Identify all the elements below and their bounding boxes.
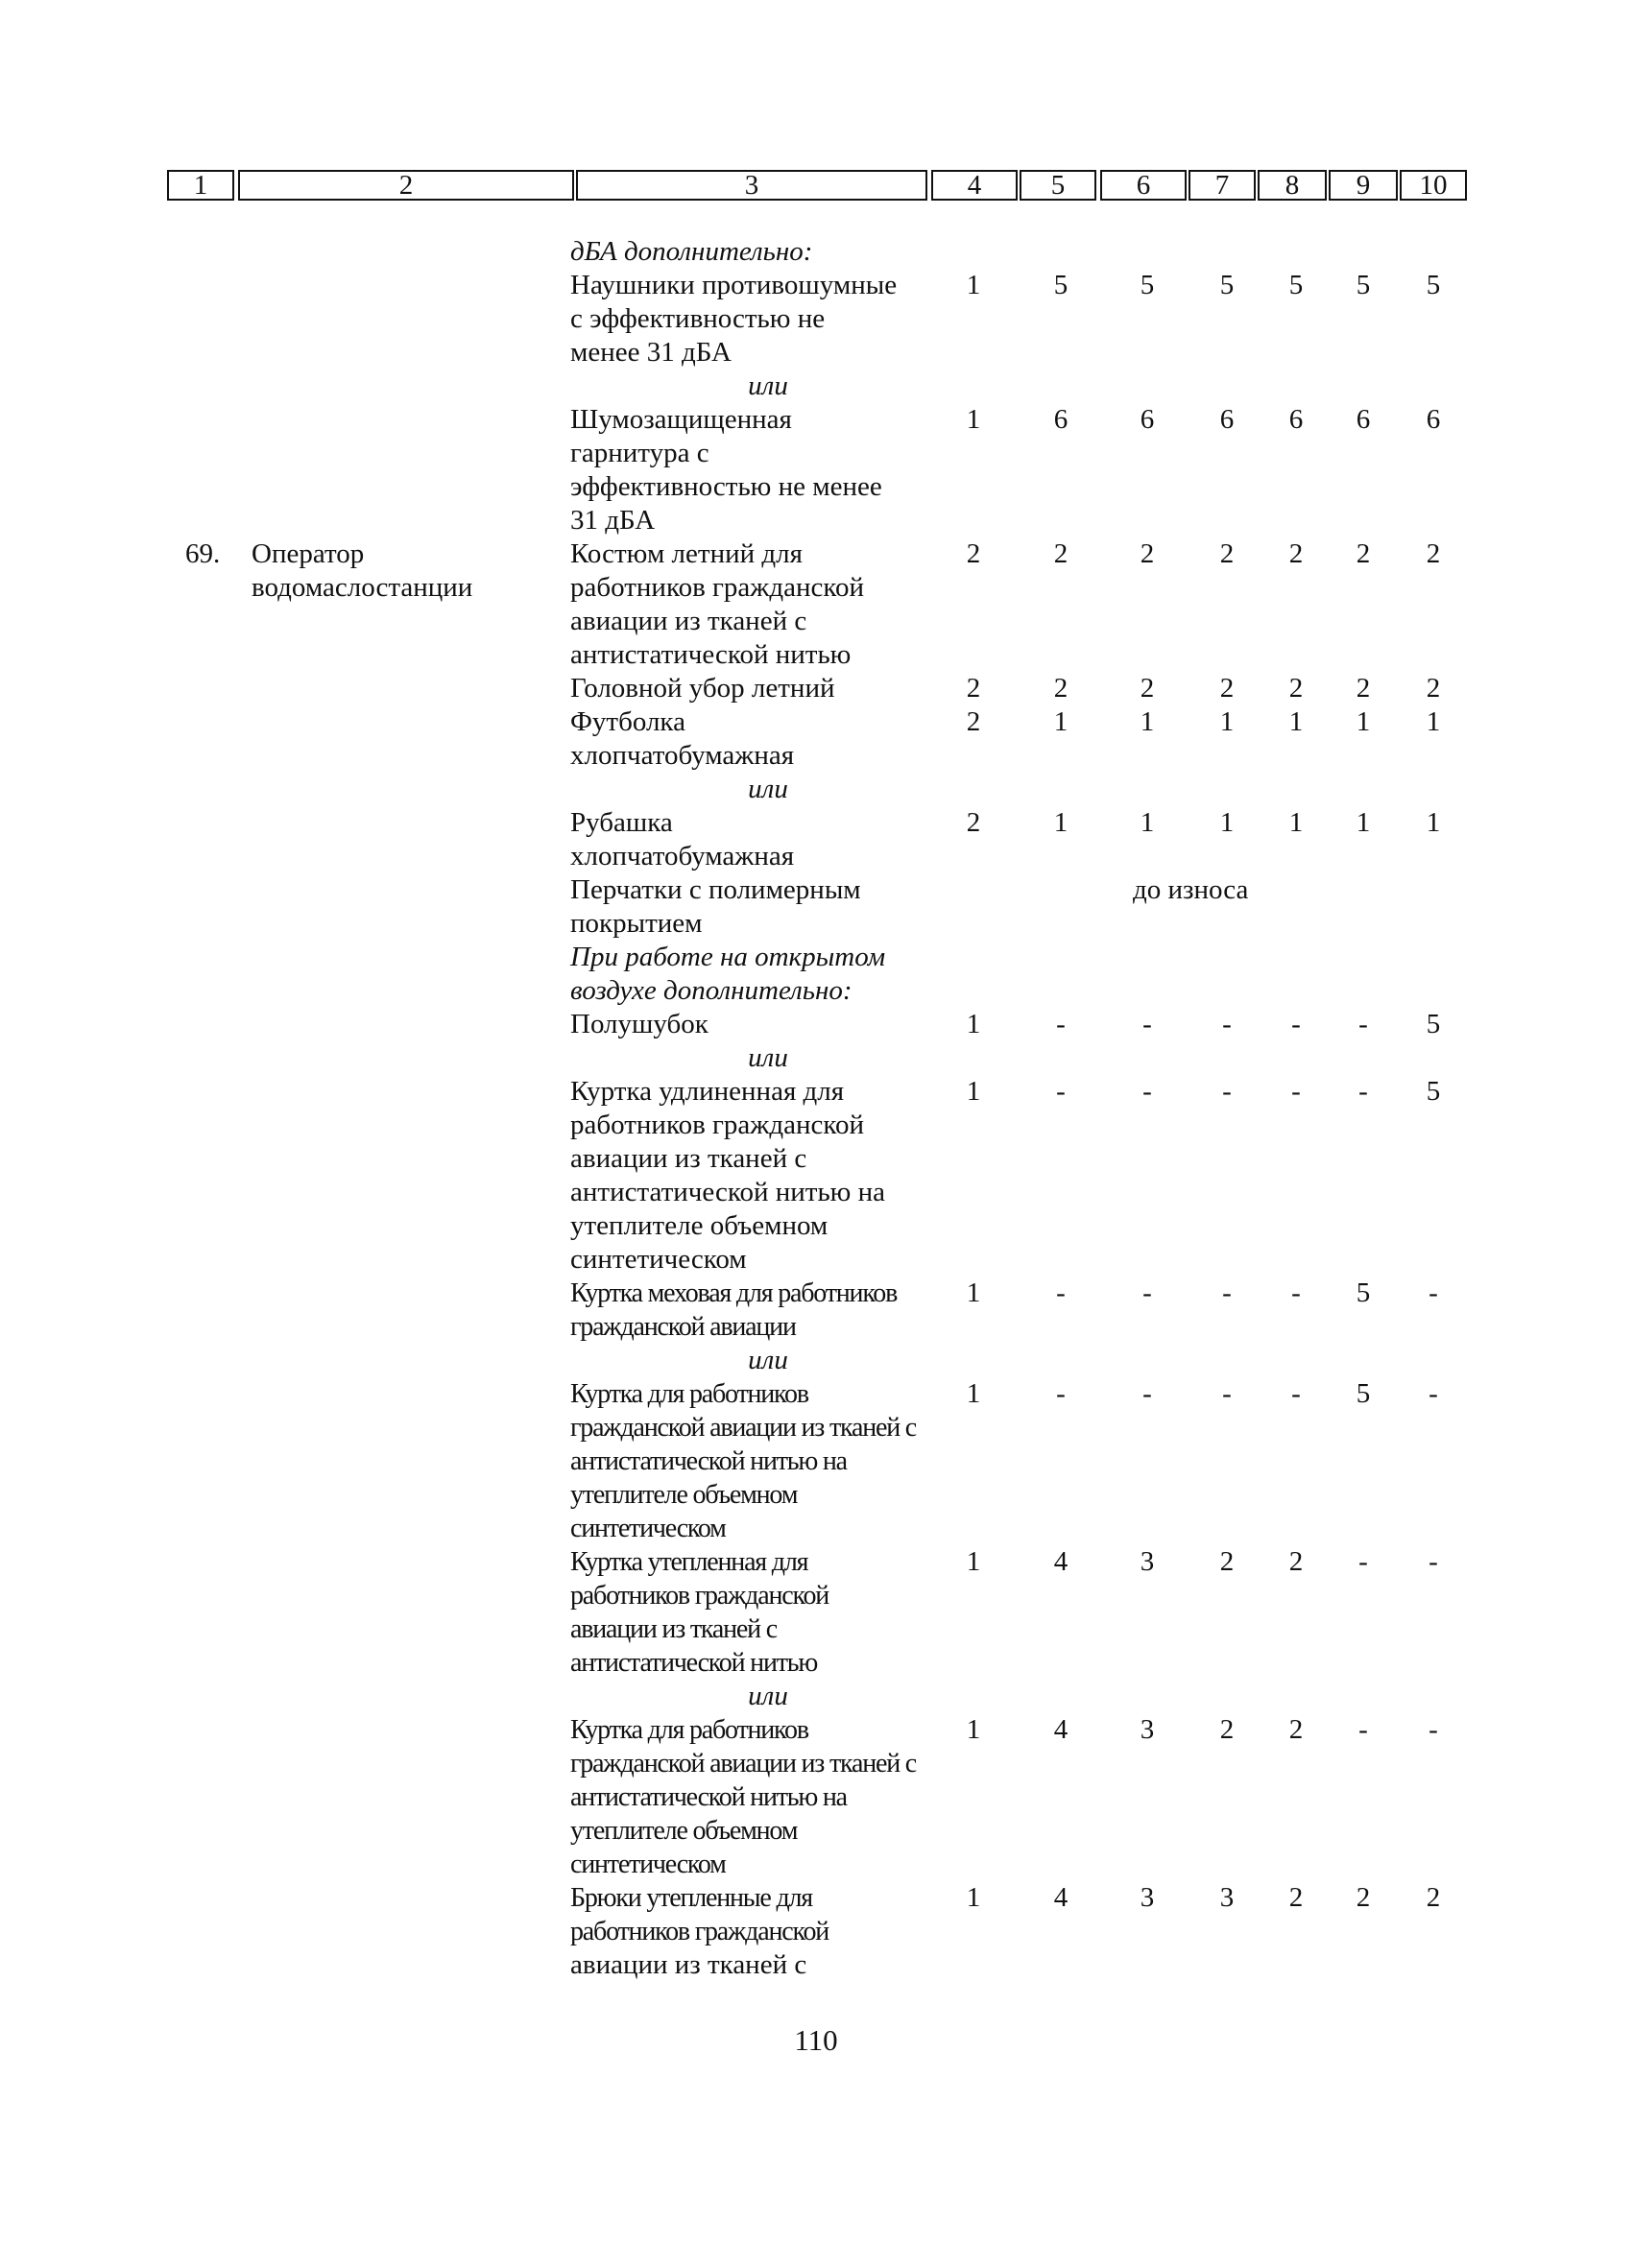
header-col-10: 10 [1400, 170, 1467, 201]
value-cell-col-9: 5 [1356, 270, 1371, 300]
value-cell-col-6: 3 [1140, 1714, 1155, 1745]
header-col-2: 2 [238, 170, 574, 201]
value-cell-col-8: 1 [1288, 807, 1304, 838]
value-cell-col-4: 1 [966, 1882, 981, 1913]
item-text: утеплителе объемном [570, 1480, 798, 1510]
value-cell-col-10: 2 [1426, 538, 1441, 569]
value-cell-col-5: - [1056, 1378, 1066, 1409]
value-cell-col-5: 4 [1053, 1714, 1069, 1745]
value-cell-col-7: - [1222, 1076, 1232, 1107]
value-cell-col-7: 5 [1219, 270, 1235, 300]
value-cell-col-7: - [1222, 1378, 1232, 1409]
value-cell-col-7: 6 [1219, 404, 1235, 435]
header-col-8: 8 [1258, 170, 1327, 201]
value-cell-col-4: 2 [966, 706, 981, 737]
value-cell-col-4: 1 [966, 1714, 981, 1745]
value-cell-col-10: - [1429, 1378, 1438, 1409]
value-cell-col-6: - [1142, 1378, 1152, 1409]
or-separator: или [748, 1042, 788, 1073]
value-cell-col-7: - [1222, 1277, 1232, 1308]
value-cell-col-6: 2 [1140, 538, 1155, 569]
item-text: гражданской авиации из тканей с [570, 1749, 917, 1779]
value-cell-col-9: - [1358, 1714, 1368, 1745]
value-cell-col-5: 5 [1053, 270, 1069, 300]
value-cell-col-6: - [1142, 1277, 1152, 1308]
value-cell-col-9: - [1358, 1076, 1368, 1107]
value-cell-col-6: - [1142, 1076, 1152, 1107]
value-cell-col-8: 2 [1288, 538, 1304, 569]
item-text: утеплителе объемном [570, 1816, 798, 1846]
or-separator: или [748, 774, 788, 804]
value-cell-col-4: 1 [966, 1009, 981, 1039]
item-text: Костюм летний для [570, 538, 803, 569]
header-col-6: 6 [1100, 170, 1187, 201]
value-cell-col-6: 6 [1140, 404, 1155, 435]
value-cell-col-8: - [1291, 1378, 1301, 1409]
item-text: антистатической нитью [570, 1648, 818, 1678]
value-cell-col-10: 5 [1426, 1009, 1441, 1039]
item-text: Куртка меховая для работников [570, 1278, 898, 1308]
value-cell-col-4: 2 [966, 673, 981, 704]
item-text: Куртка для работников [570, 1715, 808, 1745]
value-cell-col-10: 2 [1426, 673, 1441, 704]
item-text: покрытием [570, 908, 703, 939]
item-text: авиации из тканей с [570, 606, 807, 636]
item-text: эффективностью не менее [570, 471, 882, 502]
or-separator: или [748, 1681, 788, 1711]
item-text: Футболка [570, 706, 685, 737]
value-cell-col-8: 2 [1288, 673, 1304, 704]
item-text: дБА дополнительно: [570, 236, 813, 267]
value-cell-col-7: 2 [1219, 673, 1235, 704]
value-cell-col-6: 1 [1140, 706, 1155, 737]
value-cell-col-10: 6 [1426, 404, 1441, 435]
value-cell-col-9: - [1358, 1009, 1368, 1039]
item-text: антистатической нитью на [570, 1782, 847, 1812]
value-cell-col-8: - [1291, 1009, 1301, 1039]
item-text: гражданской авиации [570, 1312, 796, 1342]
item-text: хлопчатобумажная [570, 841, 795, 871]
value-cell-col-5: 2 [1053, 538, 1069, 569]
value-cell-col-9: 2 [1356, 538, 1371, 569]
value-cell-col-10: - [1429, 1546, 1438, 1577]
header-col-9: 9 [1329, 170, 1398, 201]
value-cell-col-9: 5 [1356, 1378, 1371, 1409]
value-cell-col-9: - [1358, 1546, 1368, 1577]
value-cell-col-5: 1 [1053, 706, 1069, 737]
value-cell-col-4: 1 [966, 1378, 981, 1409]
value-cell-col-4: 2 [966, 807, 981, 838]
profession-name: водомаслостанции [252, 572, 473, 603]
item-text: менее 31 дБА [570, 337, 732, 368]
value-cell-col-7: 2 [1219, 538, 1235, 569]
value-cell-col-4: 1 [966, 1076, 981, 1107]
or-separator: или [748, 370, 788, 401]
value-cell-col-4: 1 [966, 270, 981, 300]
value-cell-col-9: 1 [1356, 807, 1371, 838]
value-cell-col-6: 3 [1140, 1882, 1155, 1913]
item-text: работников гражданской [570, 572, 864, 603]
item-text: Брюки утепленные для [570, 1883, 812, 1913]
item-text: гражданской авиации из тканей с [570, 1413, 917, 1443]
item-text: Головной убор летний [570, 673, 835, 704]
header-col-1: 1 [167, 170, 234, 201]
item-text: 31 дБА [570, 505, 656, 536]
item-text: Полушубок [570, 1009, 708, 1039]
item-text: работников гражданской [570, 1917, 829, 1946]
item-text: воздухе дополнительно: [570, 975, 853, 1006]
value-cell-col-4: 1 [966, 404, 981, 435]
item-text: гарнитура с [570, 438, 709, 468]
header-col-7: 7 [1189, 170, 1256, 201]
value-cell-col-5: 4 [1053, 1546, 1069, 1577]
profession-name: Оператор [252, 538, 365, 569]
value-cell-col-6: - [1142, 1009, 1152, 1039]
item-text: антистатической нитью на [570, 1177, 885, 1207]
value-cell-col-6: 2 [1140, 673, 1155, 704]
value-cell-col-4: 1 [966, 1546, 981, 1577]
item-text: синтетическом [570, 1244, 747, 1275]
item-text: Перчатки с полимерным [570, 874, 861, 905]
value-cell-col-7: 1 [1219, 706, 1235, 737]
value-cell-col-5: - [1056, 1277, 1066, 1308]
value-cell-col-8: 2 [1288, 1546, 1304, 1577]
value-cell-col-8: 2 [1288, 1714, 1304, 1745]
entry-number: 69. [185, 538, 221, 569]
value-cell-col-5: 4 [1053, 1882, 1069, 1913]
value-cell-col-10: - [1429, 1277, 1438, 1308]
value-cell-col-7: 3 [1219, 1882, 1235, 1913]
item-text: Куртка удлиненная для [570, 1076, 845, 1107]
value-cell-col-10: 5 [1426, 1076, 1441, 1107]
value-cell-col-8: 5 [1288, 270, 1304, 300]
item-text: При работе на открытом [570, 942, 886, 972]
value-cell-col-7: 2 [1219, 1714, 1235, 1745]
value-cell-col-10: 5 [1426, 270, 1441, 300]
value-cell-col-7: - [1222, 1009, 1232, 1039]
item-text: с эффективностью не [570, 303, 826, 334]
item-text: авиации из тканей с [570, 1143, 807, 1174]
value-cell-col-5: 6 [1053, 404, 1069, 435]
item-text: хлопчатобумажная [570, 740, 795, 771]
value-cell-col-10: 2 [1426, 1882, 1441, 1913]
item-text: антистатической нитью [570, 639, 852, 670]
header-col-3: 3 [576, 170, 927, 201]
until-worn-note: до износа [1133, 874, 1249, 905]
value-cell-col-8: 2 [1288, 1882, 1304, 1913]
value-cell-col-6: 1 [1140, 807, 1155, 838]
value-cell-col-9: 2 [1356, 1882, 1371, 1913]
value-cell-col-8: - [1291, 1076, 1301, 1107]
item-text: авиации из тканей с [570, 1949, 807, 1980]
value-cell-col-6: 5 [1140, 270, 1155, 300]
item-text: синтетическом [570, 1850, 726, 1879]
value-cell-col-4: 1 [966, 1277, 981, 1308]
value-cell-col-9: 5 [1356, 1277, 1371, 1308]
header-col-5: 5 [1020, 170, 1096, 201]
or-separator: или [748, 1345, 788, 1375]
value-cell-col-7: 2 [1219, 1546, 1235, 1577]
value-cell-col-10: - [1429, 1714, 1438, 1745]
value-cell-col-8: - [1291, 1277, 1301, 1308]
page-number: 110 [794, 2023, 838, 2057]
value-cell-col-5: 2 [1053, 673, 1069, 704]
item-text: Наушники противошумные [570, 270, 898, 300]
item-text: Рубашка [570, 807, 673, 838]
value-cell-col-8: 1 [1288, 706, 1304, 737]
header-col-4: 4 [931, 170, 1018, 201]
item-text: Шумозащищенная [570, 404, 792, 435]
item-text: Куртка для работников [570, 1379, 808, 1409]
item-text: работников гражданской [570, 1581, 829, 1611]
value-cell-col-9: 1 [1356, 706, 1371, 737]
value-cell-col-10: 1 [1426, 706, 1441, 737]
value-cell-col-10: 1 [1426, 807, 1441, 838]
value-cell-col-5: - [1056, 1076, 1066, 1107]
item-text: работников гражданской [570, 1110, 864, 1140]
value-cell-col-5: - [1056, 1009, 1066, 1039]
value-cell-col-5: 1 [1053, 807, 1069, 838]
item-text: антистатической нитью на [570, 1446, 847, 1476]
value-cell-col-9: 2 [1356, 673, 1371, 704]
item-text: синтетическом [570, 1514, 726, 1543]
value-cell-col-8: 6 [1288, 404, 1304, 435]
value-cell-col-4: 2 [966, 538, 981, 569]
value-cell-col-7: 1 [1219, 807, 1235, 838]
item-text: авиации из тканей с [570, 1614, 777, 1644]
item-text: Куртка утепленная для [570, 1547, 808, 1577]
value-cell-col-9: 6 [1356, 404, 1371, 435]
item-text: утеплителе объемном [570, 1210, 829, 1241]
value-cell-col-6: 3 [1140, 1546, 1155, 1577]
